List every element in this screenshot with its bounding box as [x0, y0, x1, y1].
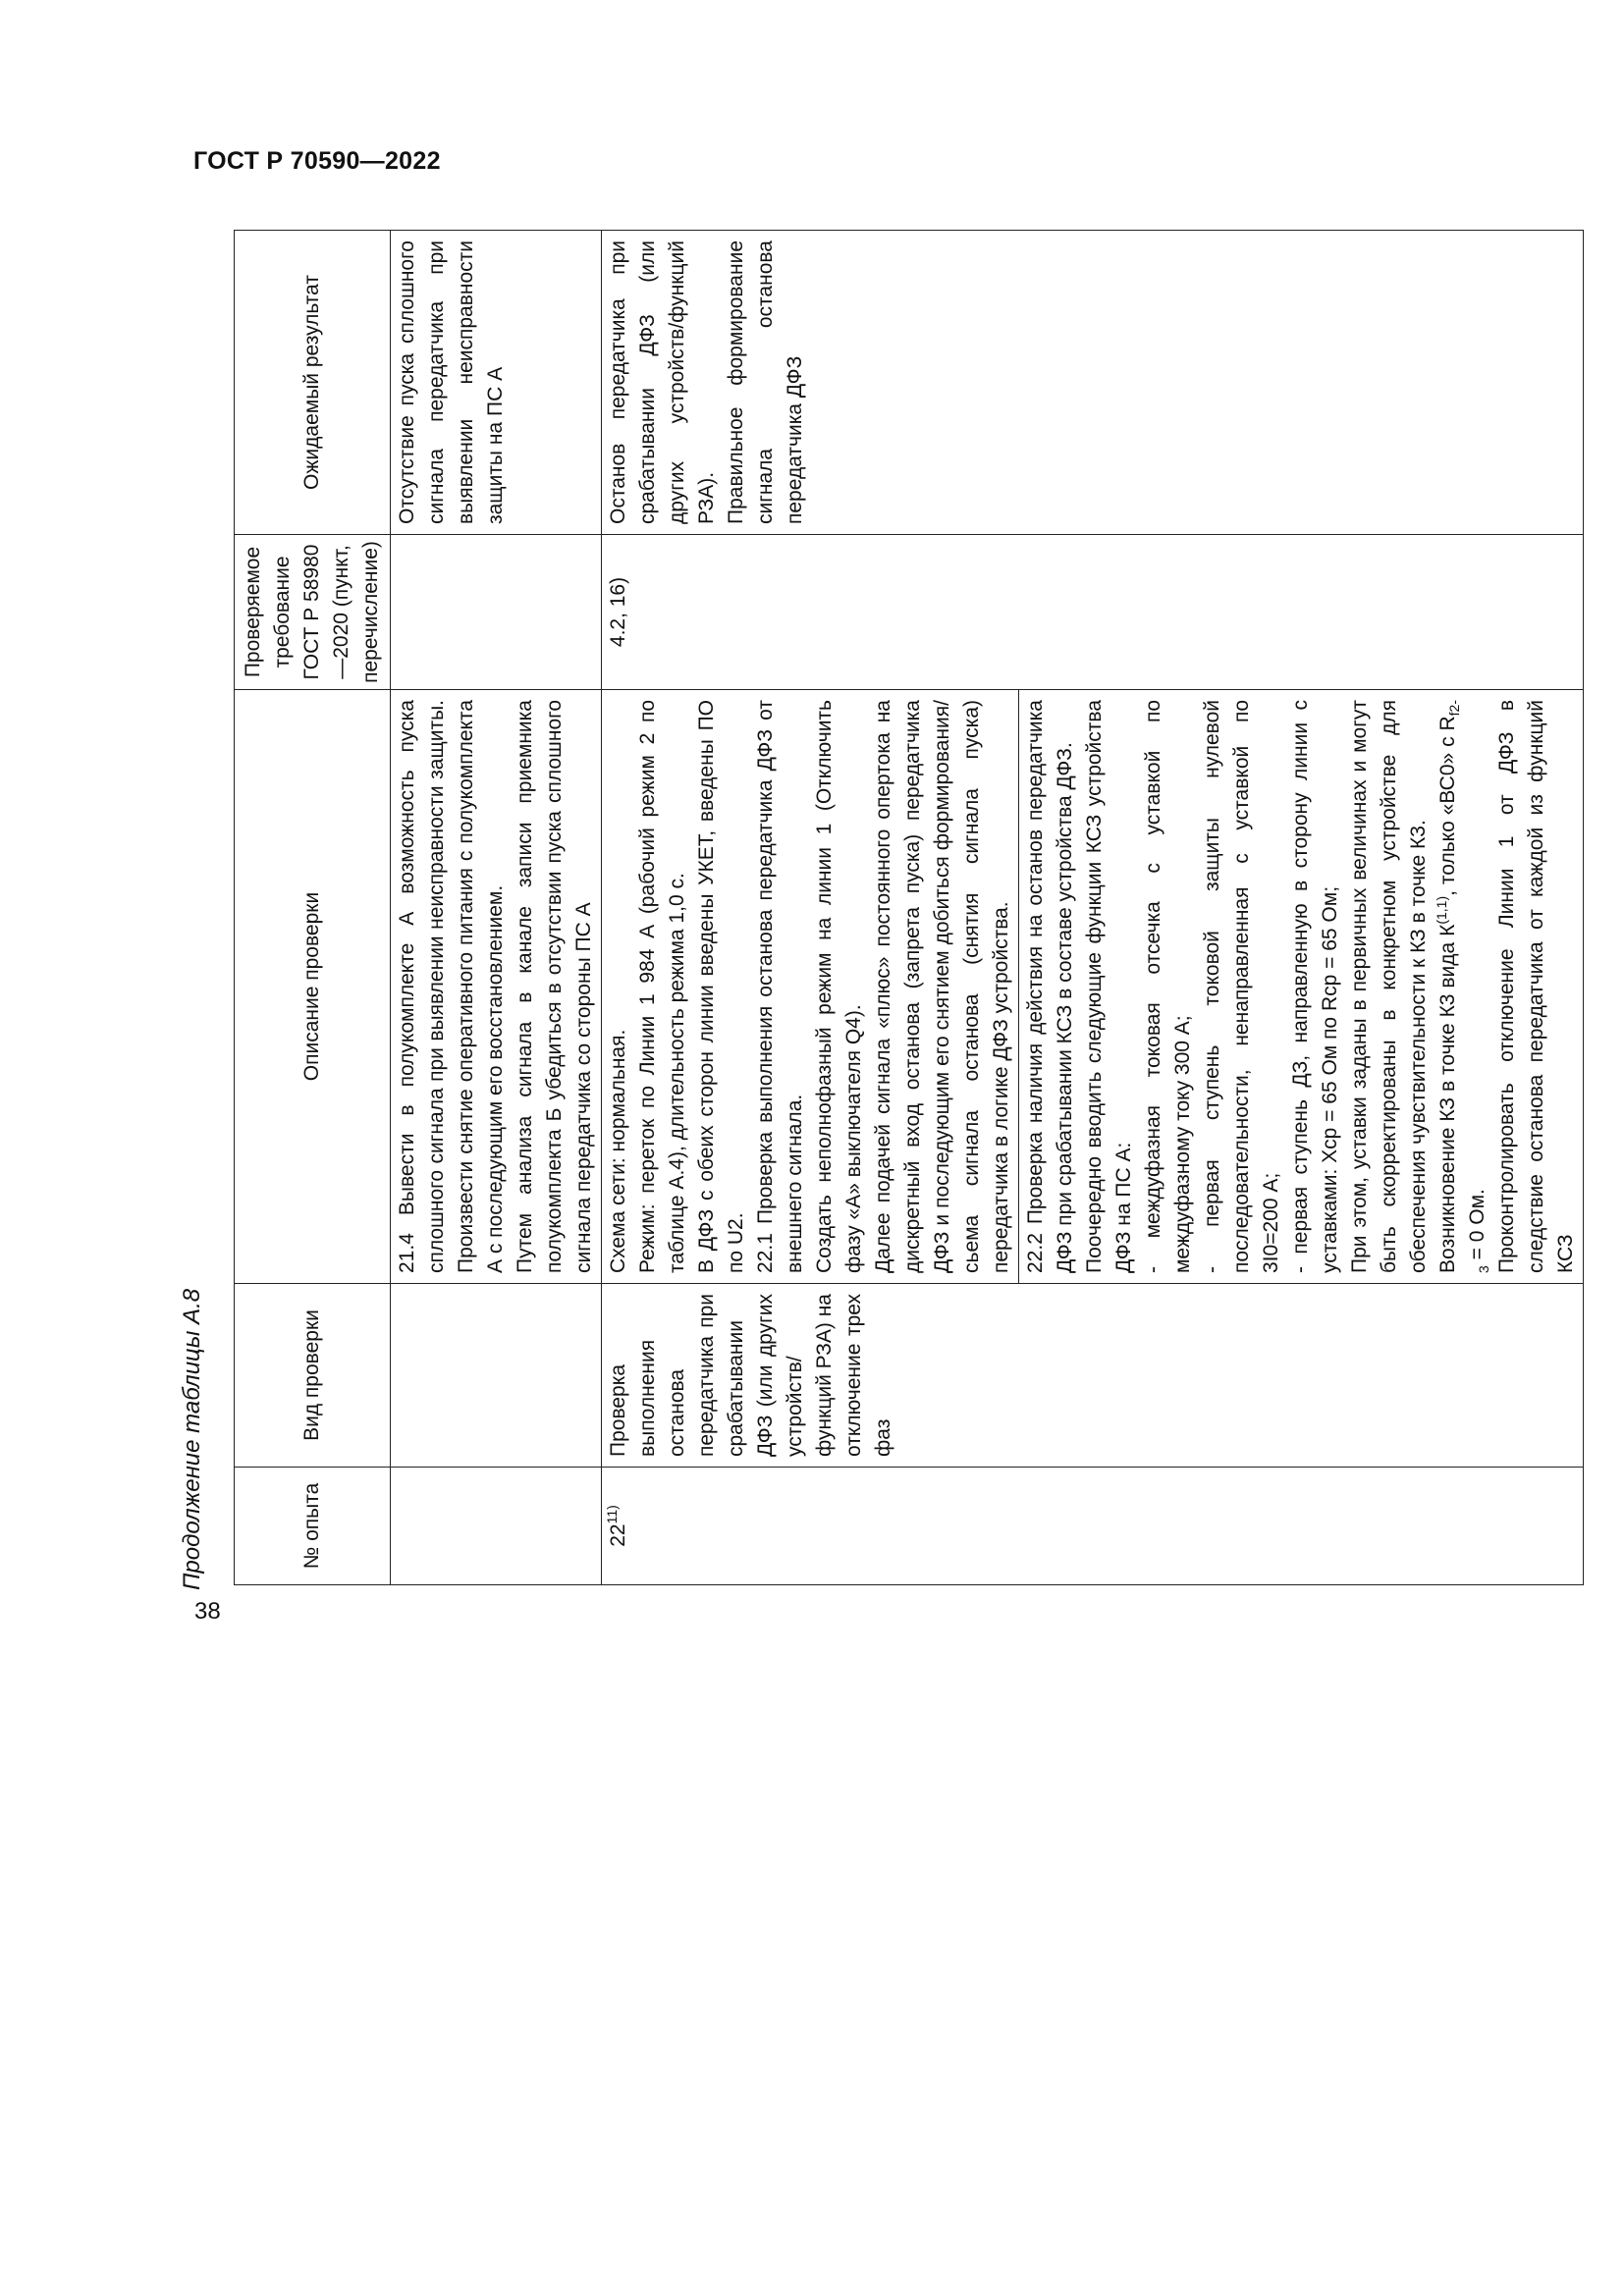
column-header-result: Ожидаемый результат [235, 231, 391, 535]
row3-description-cell [1019, 690, 1584, 1284]
row3-description-paragraph: - первая ступень ДЗ, направленную в сторону линии с уставками: Хср = 65 Ом по Rср = 65 Ом; [1289, 700, 1341, 1273]
row2-type-text: Проверка выполнения останова передатчика при срабатывании ДФЗ (или других устройств/функций РЗА) на отключение трех фаз [607, 1294, 894, 1457]
row2-description-paragraph: Схема сети: нормальная. [607, 1029, 629, 1273]
row3-fault-paragraph [1434, 700, 1492, 1273]
row2-description-paragraph: Режим: переток по Линии 1 984 А (рабочий режим 2 по таблице А.4), длительность режима 1,0 с. [636, 700, 688, 1273]
row3-final-paragraph: Проконтролировать отключение Линии 1 от ДФЗ в следствие останова передатчика от каждой из функций КСЗ [1495, 700, 1577, 1273]
row3-description-paragraph: Поочередно вводить следующие функции КСЗ устройства ДФЗ на ПС А: [1083, 700, 1135, 1273]
table-caption: Продолжение таблицы А.8 [179, 1288, 205, 1590]
fault-text-end: = 0 Ом. [1466, 1189, 1489, 1266]
fault-type-superscript: (1,1) [1434, 895, 1449, 925]
row3-description-paragraph: - междуфазная токовая отсечка с уставкой по междуфазному току 300 А; [1142, 700, 1194, 1273]
row2-description-paragraph: Создать неполнофазный режим на линии 1 (Отключить фазу «А» выключателя Q4). [813, 700, 865, 1273]
row2-description-paragraph: Далее подачей сигнала «плюс» постоянного опертока на дискретный вход останова (запрета пуска) передатчика ДФЗ и последующим его снятием добиться формирования/сьема сигнала останова (снятия сигнала пуска) передатчика в логике ДФЗ устройства. [872, 700, 1012, 1273]
row2-description-paragraph: В ДФЗ с обеих сторон линии введены УКЕТ, введены ПО по U2. [695, 700, 747, 1273]
table-header-row [235, 231, 391, 1585]
row2-num-footnote: 11) [604, 1505, 620, 1524]
row1-type-cell [391, 1284, 602, 1468]
test-table [234, 230, 1584, 1585]
row2-result-cell [602, 231, 1584, 535]
row1-result-text: Отсутствие пуска сплошного сигнала передатчика при выявлении неисправности защиты на ПС А [396, 240, 507, 524]
row1-description-paragraph: 21.4 Вывести в полукомплекте А возможность пуска сплошного сигнала при выявлении неисправности защиты. Произвести снятие оперативного питания с полукомплекта А с последующим его восстановлением. [396, 700, 507, 1273]
rotated-table-container [234, 231, 1577, 1585]
row1-description-paragraph: Путем анализа сигнала в канале записи приемника полукомплекта Б убедиться в отсутствии пуска сплошного сигнала передатчика со стороны ПС А [514, 700, 595, 1273]
row2-description-cell [602, 690, 1019, 1284]
column-header-type: Вид проверки [235, 1284, 391, 1468]
row2-requirement-text: 4.2, 16) [607, 576, 629, 648]
column-header-requirement: Проверяемое требование ГОСТ Р 58980—2020 (пункт, перечисление) [235, 535, 391, 690]
row2-description-paragraph: 22.1 Проверка выполнения останова передатчика ДФЗ от внешнего сигнала. [754, 700, 806, 1273]
row2-num: 22 [607, 1523, 629, 1547]
row1-result-cell [391, 231, 602, 535]
row1-num-cell [391, 1468, 602, 1585]
page-number: 38 [194, 1598, 221, 1625]
row2-type-cell [602, 1284, 1584, 1468]
fault-text-start: Возникновение КЗ в точке К3 вида К [1436, 924, 1459, 1273]
table-row [602, 231, 1019, 1585]
row2-num-cell [602, 1468, 1584, 1585]
row3-description-paragraph: При этом, уставки заданы в первичных величинах и могут быть скорректированы в конкретном устройстве для обеспечения чувствительности к КЗ в точке К3. [1348, 700, 1430, 1273]
row2-result-paragraph: Правильное формирование сигнала останова передатчика ДФЗ [725, 240, 806, 524]
row1-description-cell [391, 690, 602, 1284]
document-header: ГОСТ Р 70590—2022 [193, 147, 441, 175]
column-header-num: № опыта [235, 1468, 391, 1585]
column-header-description: Описание проверки [235, 690, 391, 1284]
row3-description-paragraph: - первая ступень токовой защиты нулевой последовательности, ненаправленная с уставкой по 3I0=200 А; [1201, 700, 1282, 1273]
fault-text-middle: , только «ВС0» с R [1436, 716, 1459, 896]
row3-description-paragraph: 22.2 Проверка наличия действия на останов передатчика ДФЗ при срабатывании КСЗ в составе устройства ДФЗ. [1024, 700, 1076, 1273]
resistance-subscript: f2-3 [1446, 699, 1492, 1273]
table-row [391, 231, 602, 1585]
row1-requirement-cell [391, 535, 602, 690]
row2-requirement-cell [602, 535, 1584, 690]
row2-result-paragraph: Останов передатчика при срабатывании ДФЗ (или других устройств/функций РЗА). [607, 240, 718, 524]
